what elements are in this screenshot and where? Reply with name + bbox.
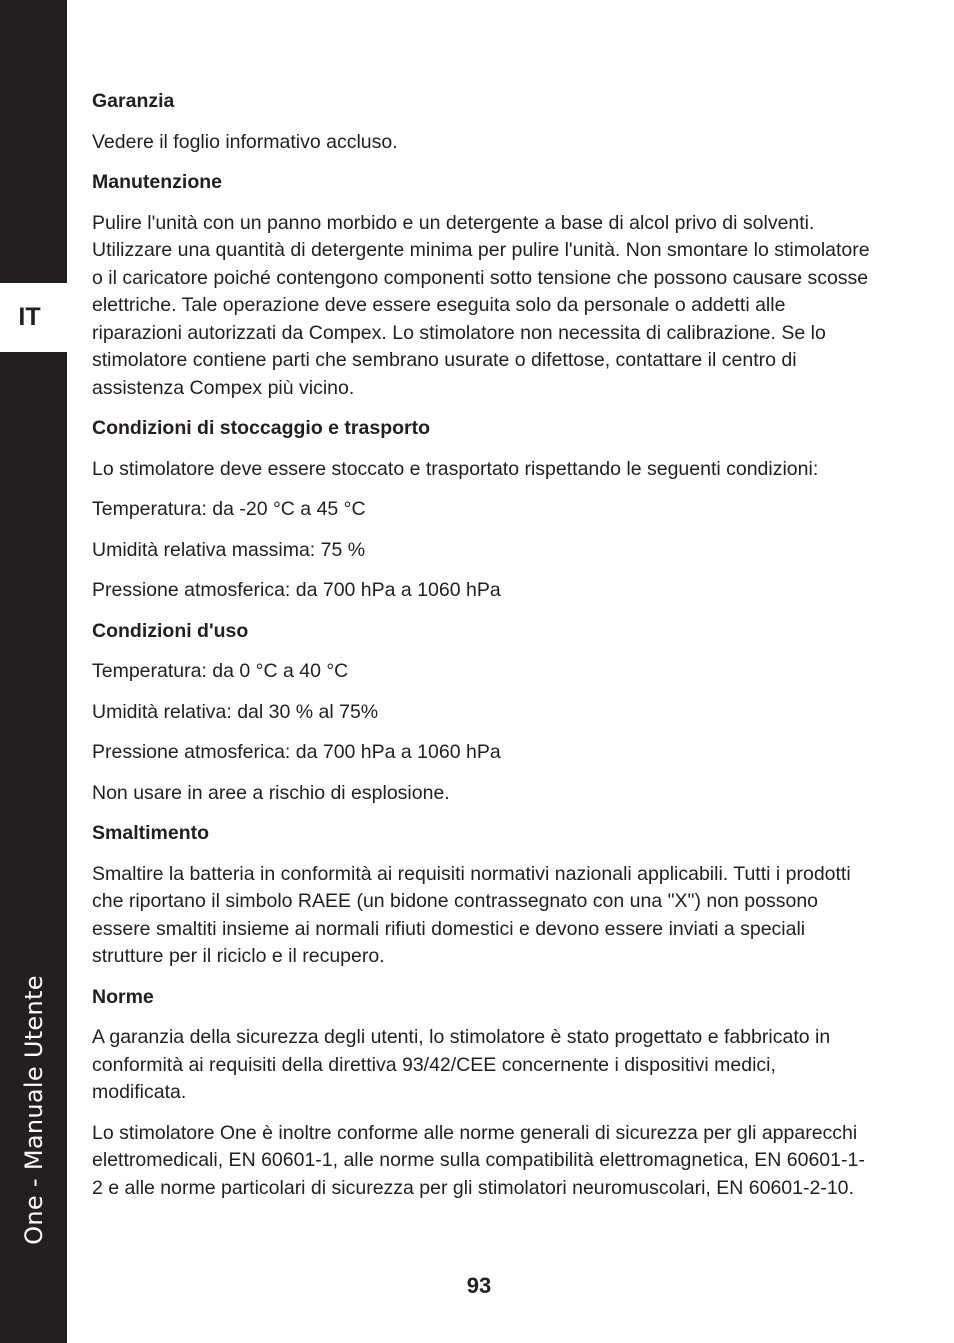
paragraph: Pressione atmosferica: da 700 hPa a 1060 hPa bbox=[92, 741, 501, 763]
section-heading-garanzia: Garanzia bbox=[92, 90, 175, 112]
page-number: 93 bbox=[466, 1273, 492, 1298]
section-heading-smaltimento: Smaltimento bbox=[92, 822, 210, 844]
section-heading-stoccaggio: Condizioni di stoccaggio e trasporto bbox=[92, 417, 431, 439]
paragraph: A garanzia della sicurezza degli utenti, lo stimolatore è stato progettato e fabbricato in conformità ai requisiti della direttiva 93/42/CEE concernente i dispositivi medici, modificata. bbox=[92, 1026, 831, 1103]
paragraph: Smaltire la batteria in conformità ai requisiti normativi nazionali applicabili. Tutti i prodotti che riportano il simbolo RAEE (un bidone contrassegnato con una "X") non possono essere smaltiti insieme ai normali rifiuti domestici e devono essere inviati a speciali strutture per il riciclo e il recupero. bbox=[92, 862, 851, 967]
paragraph: Lo stimolatore deve essere stoccato e trasportato rispettando le seguenti condizioni: bbox=[92, 457, 819, 480]
paragraph: Pulire l'unità con un panno morbido e un detergente a base di alcol privo di solventi. Utilizzare una quantità di detergente minima per pulire l'unità. Non smontare lo stimolatore o il caricatore poiché contengono componenti sotto tensione che possono causare scosse elettriche. Tale operazione deve essere eseguita solo da personale o addetti alle riparazioni autorizzati da Compex. Lo stimolatore non necessita di calibrazione. Se lo stimolatore contiene parti che sembrano usurate o difettose, contattare il centro di assistenza Compex più vicino. bbox=[92, 211, 870, 399]
language-tab: IT bbox=[0, 283, 67, 352]
manual-title: One - Manuale Utente bbox=[20, 975, 48, 1245]
paragraph: Temperatura: da 0 °C a 40 °C bbox=[92, 660, 349, 682]
section-heading-norme: Norme bbox=[92, 985, 154, 1008]
page-content bbox=[92, 88, 872, 1215]
section-heading-manutenzione: Manutenzione bbox=[92, 171, 222, 193]
paragraph: Non usare in aree a rischio di esplosione. bbox=[92, 781, 450, 804]
paragraph: Temperatura: da -20 °C a 45 °C bbox=[92, 498, 366, 520]
paragraph: Lo stimolatore One è inoltre conforme alle norme generali di sicurezza per gli apparecchi elettromedicali, EN 60601-1, alle norme sulla compatibilità elettromagnetica, EN 60601-1-2 e alle norme particolari di sicurezza per gli stimolatori neuromuscolari, EN 60601-2-10. bbox=[92, 1121, 865, 1199]
paragraph: Pressione atmosferica: da 700 hPa a 1060 hPa bbox=[92, 579, 501, 601]
paragraph: Umidità relativa: dal 30 % al 75% bbox=[92, 700, 379, 723]
paragraph: Umidità relativa massima: 75 % bbox=[92, 538, 366, 561]
paragraph: Vedere il foglio informativo accluso. bbox=[92, 130, 398, 153]
section-heading-condizioni-uso: Condizioni d'uso bbox=[92, 619, 249, 642]
sidebar bbox=[0, 0, 67, 1343]
